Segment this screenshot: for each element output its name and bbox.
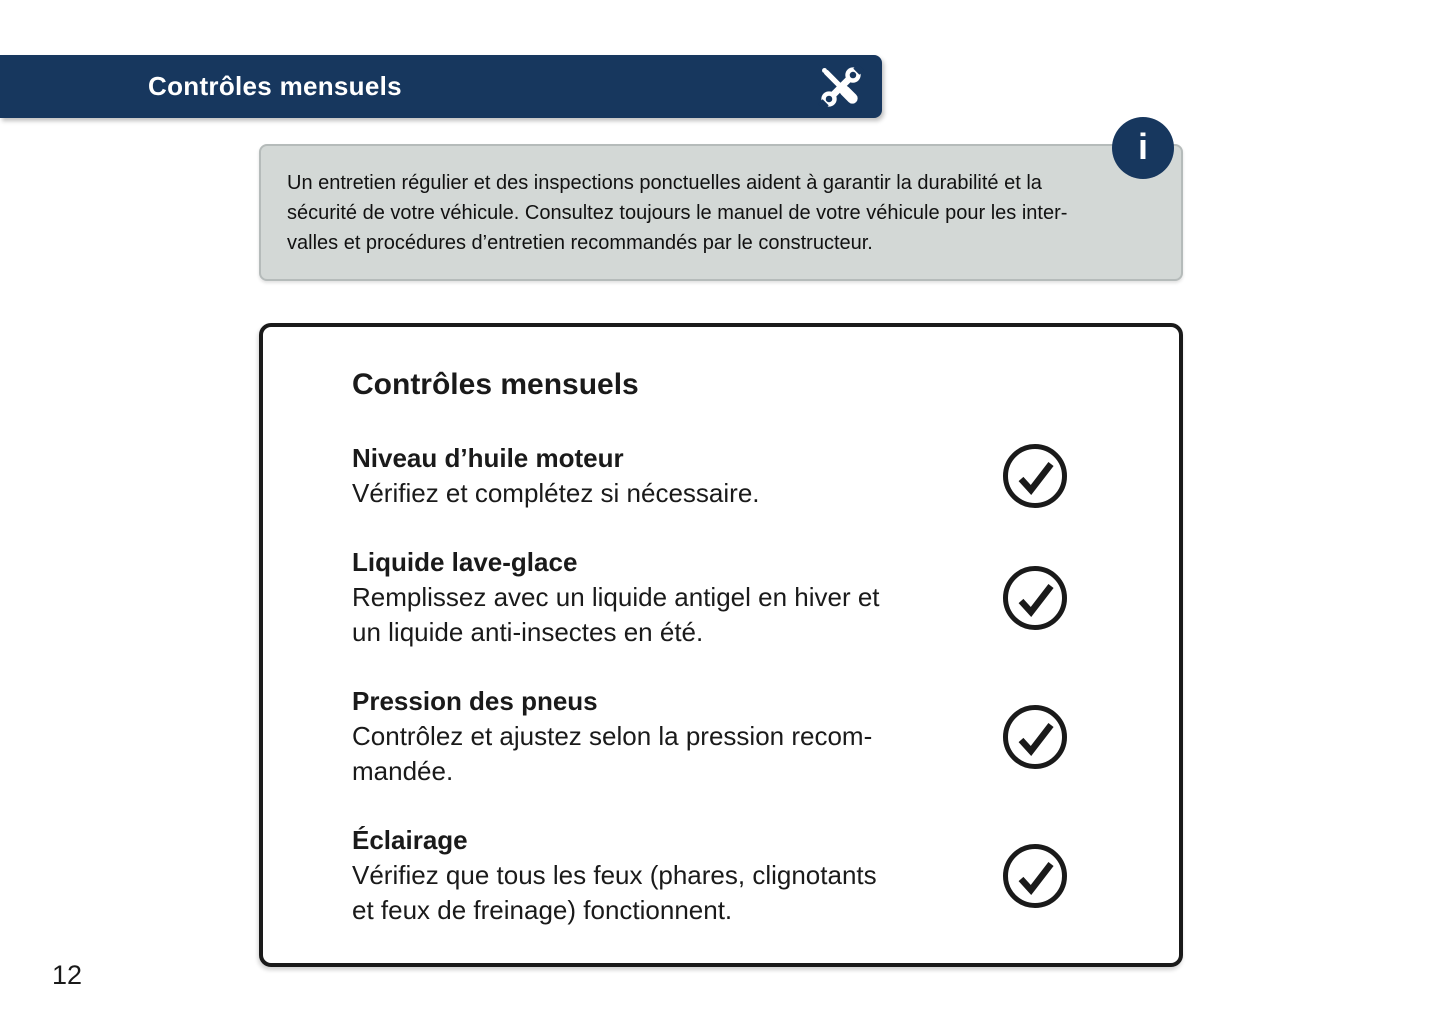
item-description: Vérifiez que tous les feux (phares, clignotants (352, 860, 877, 890)
checklist-item-oil (352, 441, 1069, 511)
item-description: Contrôlez et ajustez selon la pression recom- (352, 721, 873, 751)
item-description: un liquide anti-insectes en été. (352, 617, 704, 647)
page-number: 12 (52, 960, 83, 990)
item-title: Liquide lave-glace (352, 547, 578, 577)
tools-icon (818, 64, 864, 110)
section-header-bar (0, 55, 882, 118)
checklist-title: Contrôles mensuels (352, 368, 639, 401)
info-icon-glyph: i (1137, 126, 1148, 167)
checklist-item-washer-fluid (352, 545, 1069, 650)
item-description: et feux de freinage) fonctionnent. (352, 895, 733, 925)
info-text-line: valles et procédures d’entretien recommandés par le constructeur. (287, 232, 873, 254)
info-text-line: sécurité de votre véhicule. Consultez toujours le manuel de votre véhicule pour les inter- (287, 202, 1068, 224)
item-title: Niveau d’huile moteur (352, 443, 624, 473)
checklist-item-tire-pressure (352, 684, 1069, 789)
check-circle-icon (1001, 442, 1069, 510)
check-circle-icon (1001, 842, 1069, 910)
item-description: Vérifiez et complétez si nécessaire. (352, 478, 760, 508)
item-title: Pression des pneus (352, 686, 598, 716)
section-title: Contrôles mensuels (148, 71, 402, 101)
item-description: Remplissez avec un liquide antigel en hiver et (352, 582, 880, 612)
checklist-item-lighting (352, 823, 1069, 928)
item-title: Éclairage (352, 825, 468, 855)
info-callout (259, 144, 1183, 281)
checklist-card (259, 323, 1183, 967)
check-circle-icon (1001, 564, 1069, 632)
info-icon (1112, 117, 1174, 179)
item-description: mandée. (352, 756, 454, 786)
check-circle-icon (1001, 703, 1069, 771)
info-text-line: Un entretien régulier et des inspections ponctuelles aident à garantir la durabilité et la (287, 172, 1042, 194)
